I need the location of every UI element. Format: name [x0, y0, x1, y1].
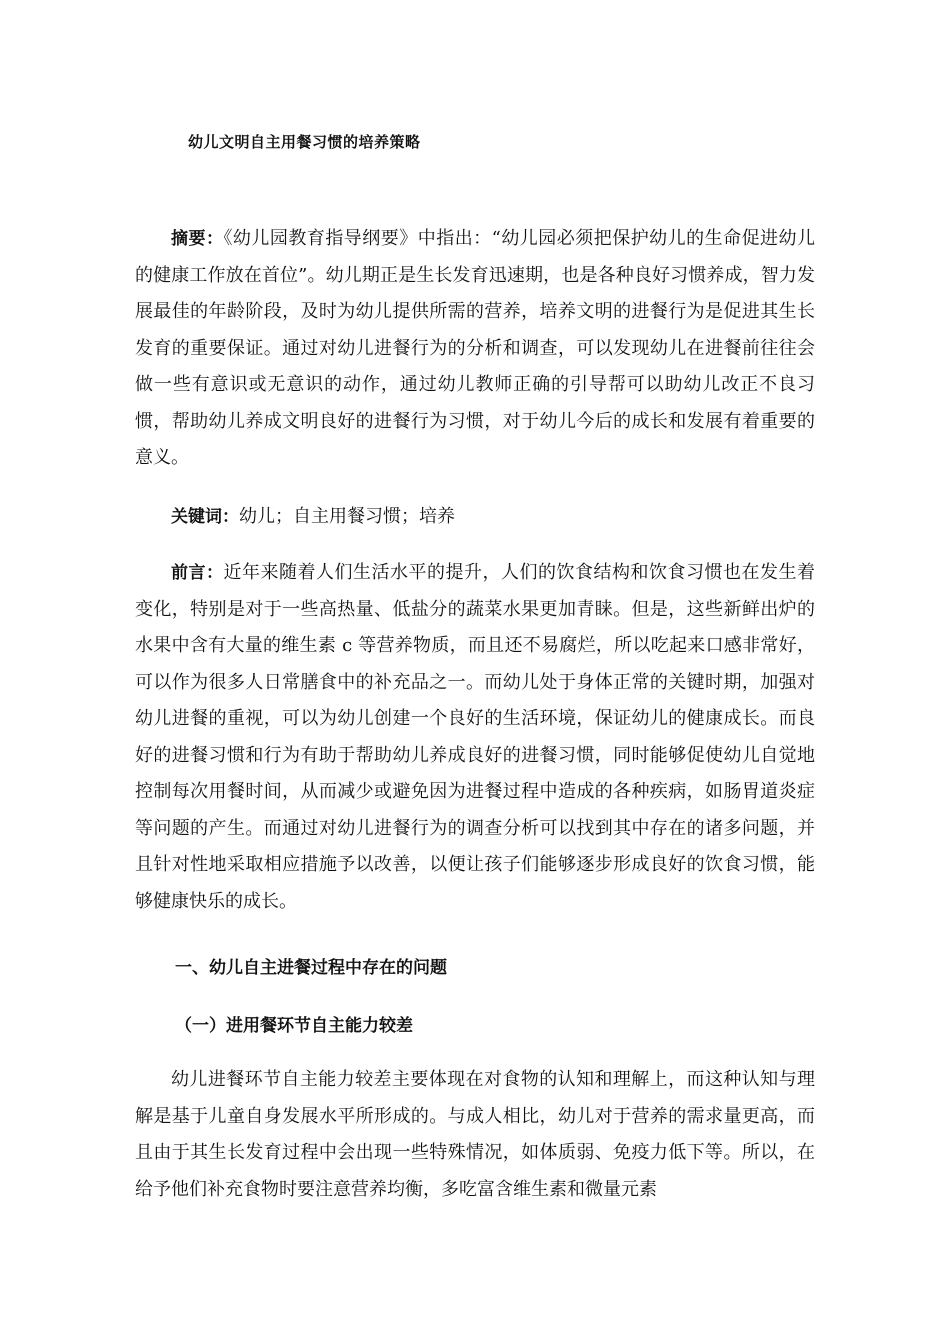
abstract-label: 摘要： — [171, 229, 224, 249]
preface-text: 近年来随着人们生活水平的提升，人们的饮食结构和饮食习惯也在发生着变化，特别是对于一些高热量、低盐分的蔬菜水果更加青睐。但是，这些新鲜出炉的水果中含有大量的维生素 c 等营养物质，而且还不易腐烂，所以吃起来口感非常好，可以作为很多人日常膳食中的补充品之一。而幼儿处于身体正常的关键时期，加强对幼儿进餐的重视，可以为幼儿创建一个良好的生活环境，保证幼儿的健康成长。而良好的进餐习惯和行为有助于帮助幼儿养成良好的进餐习惯，同时能够促使幼儿自觉地控制每次用餐时间，从而减少或避免因为进餐过程中造成的各种疾病，如肠胃道炎症等问题的产生。而通过对幼儿进餐行为的调查分析可以找到其中存在的诸多问题，并且针对性地采取相应措施予以改善，以便让孩子们能够逐步形成良好的饮食习惯，能够健康快乐的成长。 — [135, 562, 815, 912]
keywords-label: 关键词： — [171, 507, 239, 527]
document-title: 幼儿文明自主用餐习惯的培养策略 — [188, 133, 421, 151]
preface-label: 前言： — [171, 563, 224, 583]
keywords-text: 幼儿；自主用餐习惯；培养 — [239, 506, 455, 527]
abstract-text: 《幼儿园教育指导纲要》中指出：“幼儿园必须把保护幼儿的生命促进幼儿的健康工作放在首位”。幼儿期正是生长发育迅速期，也是各种良好习惯养成，智力发展最佳的年龄阶段，及时为幼儿提供所需的营养，培养文明的进餐行为是促进其生长发育的重要保证。通过对幼儿进餐行为的分析和调查，可以发现幼儿在进餐前往往会做一些有意识或无意识的动作，通过幼儿教师正确的引导帮可以助幼儿改正不良习惯，帮助幼儿养成文明良好的进餐行为习惯，对于幼儿今后的成长和发展有着重要的意义。 — [135, 228, 816, 468]
abstract-paragraph — [135, 221, 815, 477]
body-paragraph: 幼儿进餐环节自主能力较差主要体现在对食物的认知和理解上，而这种认知与理解是基于儿童自身发展水平所形成的。与成人相比，幼儿对于营养的需求量更高，而且由于其生长发育过程中会出现一些特殊情况，如体质弱、免疫力低下等。所以，在给予他们补充食物时要注意营养均衡，多吃富含维生素和微量元素 — [135, 1069, 815, 1200]
section-heading-1: 一、幼儿自主进餐过程中存在的问题 — [175, 958, 447, 978]
subsection-heading-1-1: （一）进用餐环节自主能力较差 — [175, 1016, 413, 1036]
keywords-paragraph — [135, 499, 815, 536]
preface-paragraph — [135, 555, 815, 920]
